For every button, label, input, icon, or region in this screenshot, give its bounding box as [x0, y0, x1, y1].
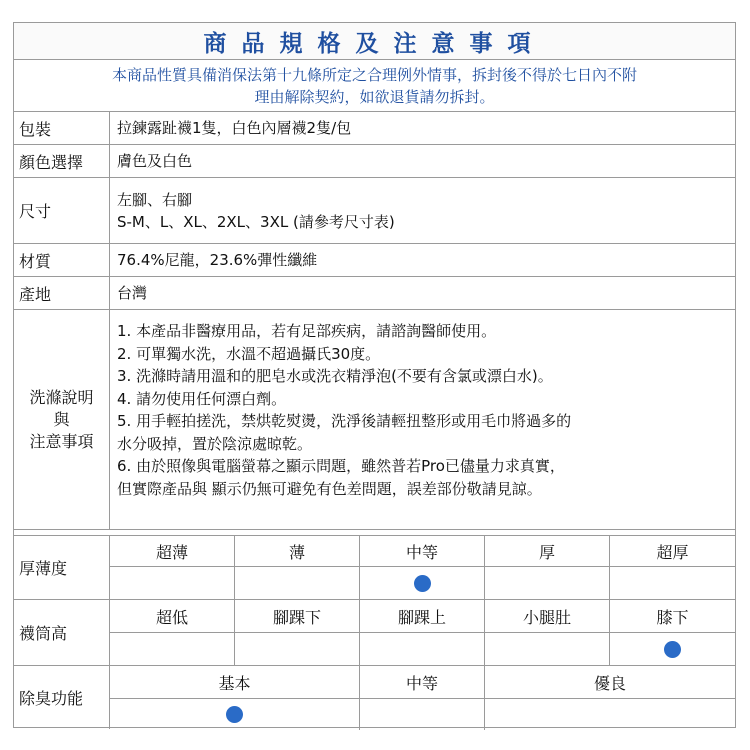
option-cell [110, 699, 360, 730]
option-cell [360, 633, 485, 666]
notice-line-1: 本商品性質具備消保法第十九條所定之合理例外情事，拆封後不得於七日內不附 [111, 66, 637, 84]
rating-deodor [14, 665, 735, 729]
spec-label: 包裝 [14, 112, 110, 144]
return-notice [14, 60, 735, 112]
list-item: 5. 用手輕拍搓洗，禁烘乾熨燙，洗淨後請輕扭整形或用毛巾將過多的 [117, 412, 572, 430]
spec-sheet [13, 22, 736, 728]
option-label: 膝下 [656, 607, 689, 627]
list-item: 6. 由於照像與電腦螢幕之顯示問題，雖然普若Pro已儘量力求真實， [117, 457, 565, 475]
selected-dot-icon [414, 575, 431, 592]
option-cell [235, 633, 360, 666]
option-label: 腳踝上 [360, 600, 485, 632]
spec-value: 台灣 [117, 284, 148, 302]
rating-thickness [14, 535, 735, 599]
spec-value: 拉鍊露趾襪1隻，白色內層襪2隻/包 [117, 119, 352, 137]
spec-row-color [14, 145, 735, 178]
list-item: 水分吸掉，置於陰涼處晾乾。 [117, 434, 313, 453]
care-label: 洗滌說明 與 注意事項 [14, 310, 110, 529]
option-cell [360, 699, 485, 730]
notice-line-2: 理由解除契約，如欲退貨請勿拆封。 [254, 88, 495, 106]
spec-row-origin [14, 277, 735, 310]
spec-value: 膚色及白色 [117, 152, 193, 170]
rating-label: 襪筒高 [14, 600, 110, 665]
selected-dot-icon [664, 641, 681, 658]
spec-row-material [14, 244, 735, 277]
option-label: 薄 [235, 536, 360, 566]
option-cell [610, 633, 735, 666]
spec-label: 產地 [14, 277, 110, 309]
option-label: 優良 [593, 673, 626, 693]
option-label: 基本 [110, 666, 360, 698]
spec-row-care [14, 310, 735, 530]
list-item: 1. 本產品非醫療用品，若有足部疾病，請諮詢醫師使用。 [117, 322, 497, 340]
spec-label: 顏色選擇 [14, 145, 110, 177]
spec-label: 材質 [14, 244, 110, 276]
list-item: 但實際產品與 顯示仍無可避免有色差問題，誤差部份敬請見諒。 [117, 479, 542, 498]
option-label: 中等 [360, 666, 485, 698]
spec-value: 76.4%尼龍，23.6%彈性纖維 [117, 251, 318, 269]
rating-height [14, 599, 735, 665]
selected-dot-icon [226, 706, 243, 723]
spec-label: 尺寸 [14, 178, 110, 243]
option-label: 小腿肚 [485, 600, 610, 632]
option-cell [485, 699, 735, 730]
option-cell [610, 567, 735, 600]
rating-label: 厚薄度 [14, 536, 110, 599]
option-cell [235, 567, 360, 600]
option-label: 中等 [360, 536, 485, 566]
option-label: 厚 [485, 536, 610, 566]
list-item: 2. 可單獨水洗，水溫不超過攝氏30度。 [117, 344, 381, 363]
list-item: 4. 請勿使用任何漂白劑。 [117, 389, 287, 408]
option-cell [110, 633, 235, 666]
rating-label: 除臭功能 [14, 666, 110, 729]
option-label: 超薄 [110, 536, 235, 566]
option-label: 超低 [110, 600, 235, 632]
option-label: 腳踝下 [235, 600, 360, 632]
spec-row-package [14, 112, 735, 145]
option-cell [485, 567, 610, 600]
option-cell [485, 633, 610, 666]
care-instructions [117, 320, 727, 500]
spec-value: 左腳、右腳 S-M、L、XL、2XL、3XL (請參考尺寸表) [117, 190, 395, 231]
option-cell [110, 567, 235, 600]
page-title: 商品規格及注意事項 [14, 23, 735, 60]
list-item: 3. 洗滌時請用溫和的肥皂水或洗衣精淨泡(不要有含氯或漂白水)。 [117, 367, 553, 385]
option-label: 超厚 [656, 542, 689, 562]
option-cell [360, 567, 485, 600]
spec-row-size [14, 178, 735, 244]
